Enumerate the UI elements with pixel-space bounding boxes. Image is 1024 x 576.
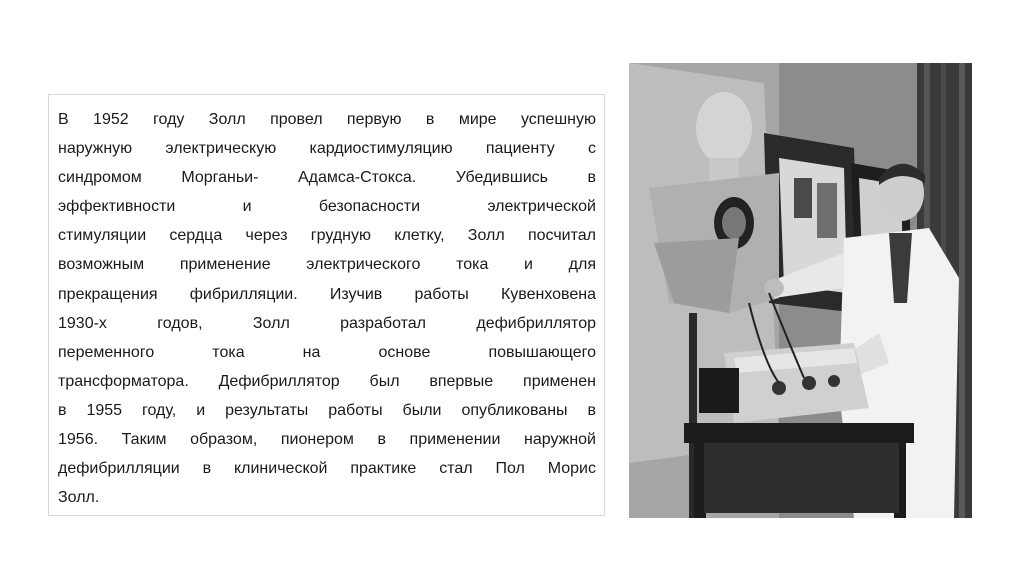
paragraph-line: дефибрилляции в клинической практике стал Пол Морис bbox=[58, 460, 596, 478]
paragraph-line: синдромом Морганьи- Адамса-Стокса. Убедившись в bbox=[58, 169, 596, 187]
paragraph-line: возможным применение электрического тока и для bbox=[58, 256, 596, 274]
paragraph-line: в 1955 году, и результаты работы были опубликованы в bbox=[58, 401, 596, 419]
text-box bbox=[48, 94, 605, 516]
paragraph-line: переменного тока на основе повышающего bbox=[58, 343, 596, 361]
paragraph-line: стимуляции сердца через грудную клетку, Золл посчитал bbox=[58, 227, 596, 245]
photo-illustration bbox=[629, 63, 972, 518]
paragraph-line: наружную электрическую кардиостимуляцию пациенту с bbox=[58, 140, 596, 158]
paragraph-line: эффективности и безопасности электрической bbox=[58, 198, 596, 216]
paragraph-line: трансформатора. Дефибриллятор был впервые применен bbox=[58, 372, 596, 390]
paragraph-line: прекращения фибрилляции. Изучив работы Кувенховена bbox=[58, 285, 596, 303]
paragraph-line: 1930-х годов, Золл разработал дефибриллятор bbox=[58, 314, 596, 332]
paragraph-line: В 1952 году Золл провел первую в мире успешную bbox=[58, 111, 596, 128]
paragraph-line: Золл. bbox=[58, 489, 100, 507]
historical-photo bbox=[629, 63, 972, 518]
paragraph-line: 1956. Таким образом, пионером в применении наружной bbox=[58, 431, 596, 449]
